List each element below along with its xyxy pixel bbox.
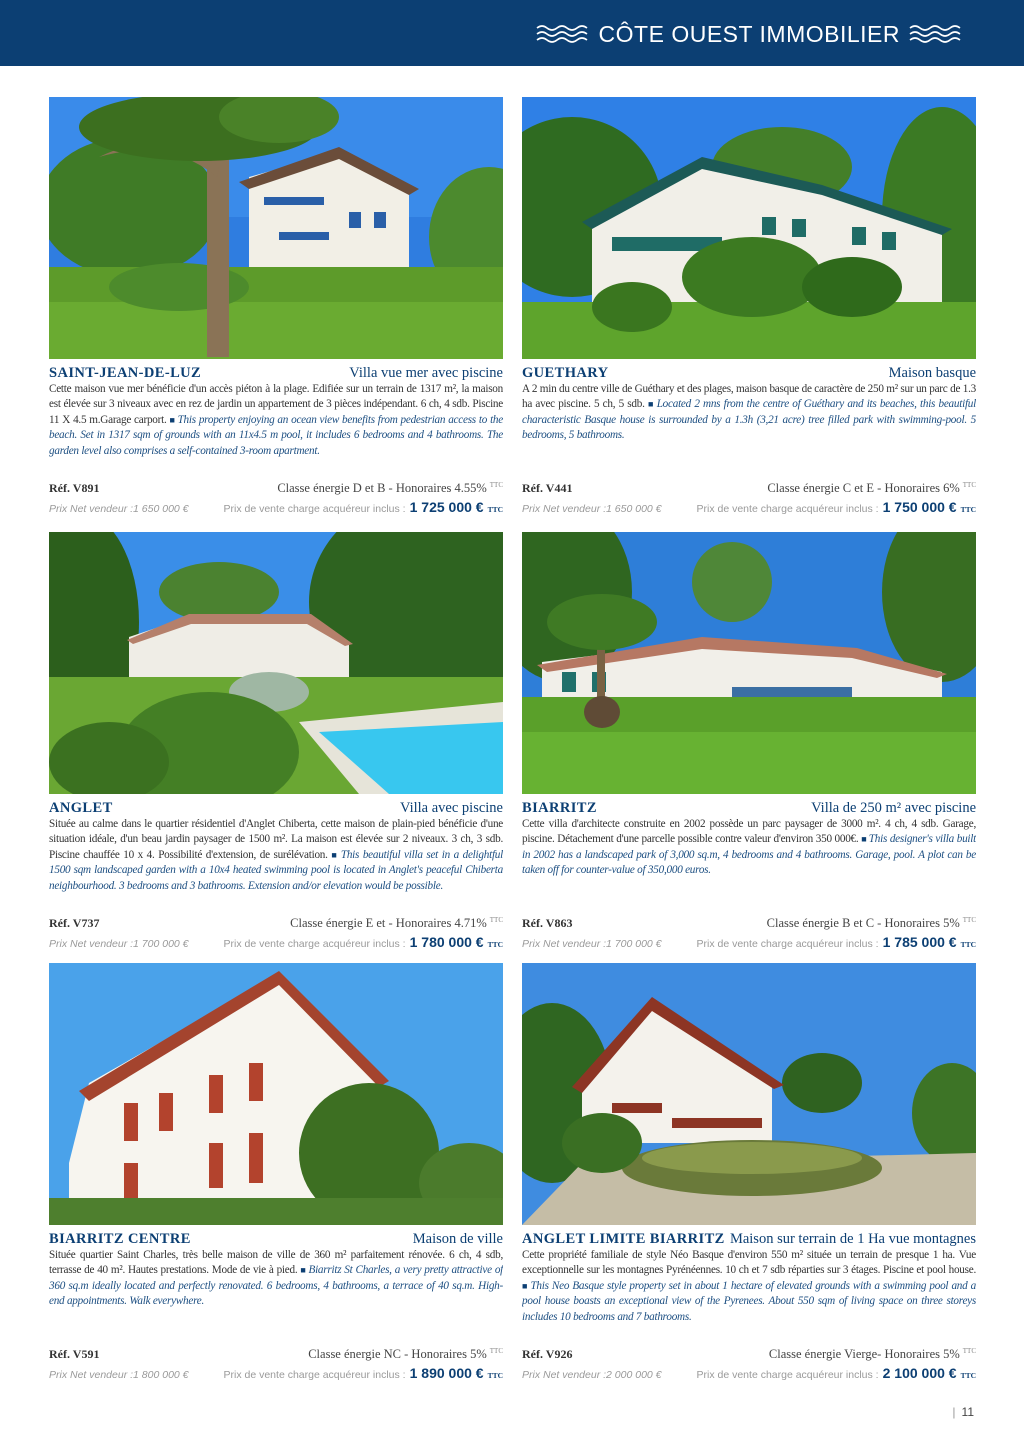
total-price-group xyxy=(224,1365,504,1381)
listing-description xyxy=(522,1248,976,1343)
divider: | xyxy=(952,1405,956,1419)
energy-label: Classe énergie Vierge- Honoraires 5% xyxy=(768,1347,960,1361)
total-price: 1 750 000 € xyxy=(882,499,957,515)
total-price-label: Prix de vente charge acquéreur inclus : xyxy=(696,503,879,515)
bullet-icon: ■ xyxy=(522,1280,531,1291)
description-en: This property enjoying an ocean view benefits from pedestrian access to the beach. Set in 1317 sqm of grounds with an 11x4.5 m pool, it includes 6 bedrooms and 4 bathrooms. The garden level also comprises a self-contained 3-room apartment. xyxy=(49,413,503,457)
description-en: Biarritz St Charles, a very pretty attractive of 360 sq.m ideally located and perfectly renovated. 6 bedrooms, 4 bathrooms, a terrace of 40 sq.m. High-end appointments. Walk everywhere. xyxy=(49,1264,503,1308)
description-en: This designer's villa built in 2002 has a landscaped park of 3,000 sq.m, 4 bedrooms and 4 bathrooms. Garage, pool. A plot can be taken off for counter-value of 350,000 euros. xyxy=(522,833,976,877)
energy-label: Classe énergie B et C - Honoraires 5% xyxy=(766,916,960,930)
waves-icon xyxy=(535,23,591,45)
description-fr: Cette villa d'architecte construite en 2002 possède un parc paysager de 3000 m². 4 ch, 4 sdb. Garage, piscine. Détachement d'une parcelle possible contre valeur d'environ 350 000€. xyxy=(522,818,976,846)
ttc-label: TTC xyxy=(487,940,503,949)
listing-type: Villa avec piscine xyxy=(399,800,503,816)
listing-reference: Réf. V891 xyxy=(49,481,100,495)
energy-label: Classe énergie C et E - Honoraires 6% xyxy=(767,481,960,495)
listing-city: BIARRITZ CENTRE xyxy=(49,1231,191,1247)
listing-type: Maison sur terrain de 1 Ha vue montagnes xyxy=(729,1231,976,1247)
header-banner xyxy=(0,0,1024,66)
listing-reference: Réf. V441 xyxy=(522,481,573,495)
bullet-icon: ■ xyxy=(331,849,341,860)
energy-fees xyxy=(767,481,976,496)
listing-city: ANGLET xyxy=(49,800,113,816)
total-price-label: Prix de vente charge acquéreur inclus : xyxy=(223,938,406,950)
description-fr: Cette maison vue mer bénéficie d'un accès piéton à la plage. Edifiée sur un terrain de 1317 m², la maison est élevée sur 3 niveaux avec en rez de jardin un appartement de 3 pièces indépendant. 6 ch, 4 sdb. Piscine 11 X 4.5 m.Garage carport. xyxy=(49,383,503,426)
ttc-label: TTC xyxy=(962,481,976,489)
ttc-label: TTC xyxy=(960,505,976,514)
ttc-label: TTC xyxy=(960,940,976,949)
total-price: 1 890 000 € xyxy=(409,1365,484,1381)
description-fr: Située quartier Saint Charles, très belle maison de ville de 360 m² parfaitement rénovée. 6 ch, 4 sdb, terrasse de 40 m². Hautes prestations. Mode de vie à pied. xyxy=(49,1249,503,1277)
total-price: 1 780 000 € xyxy=(409,934,484,950)
property-photo xyxy=(49,97,503,359)
listing-card xyxy=(522,532,976,952)
listing-card xyxy=(49,97,503,517)
total-price-label: Prix de vente charge acquéreur inclus : xyxy=(223,503,406,515)
description-fr: Cette propriété familiale de style Néo Basque d'environ 550 m² située un terrain de presque 1 ha. Vue exceptionnelle sur les montagnes Pyrénéennes. 10 ch et 7 sdb réparties sur 3 étages. Piscine et pool house. xyxy=(522,1249,976,1277)
total-price-group xyxy=(697,934,977,950)
page-number xyxy=(952,1405,974,1419)
bullet-icon: ■ xyxy=(647,399,657,410)
total-price: 1 785 000 € xyxy=(882,934,957,950)
description-en: This Neo Basque style property set in about 1 hectare of elevated grounds with a swimming pool and a pool house boasts an exceptional view of the Pyrenees. About 550 sqm of living space on three storeys includes 10 bedrooms and 7 bathrooms. xyxy=(522,1279,976,1323)
listing-description xyxy=(49,382,503,477)
net-seller-price: Prix Net vendeur :1 650 000 € xyxy=(522,503,662,515)
total-price-label: Prix de vente charge acquéreur inclus : xyxy=(696,1369,879,1381)
total-price-group xyxy=(224,934,504,950)
listing-city: ANGLET LIMITE BIARRITZ xyxy=(522,1231,725,1247)
energy-label: Classe énergie D et B - Honoraires 4.55% xyxy=(277,481,487,495)
energy-label: Classe énergie NC - Honoraires 5% xyxy=(308,1347,487,1361)
listing-city: BIARRITZ xyxy=(522,800,597,816)
energy-fees xyxy=(308,1347,503,1362)
listing-reference: Réf. V863 xyxy=(522,916,573,930)
energy-label: Classe énergie E et - Honoraires 4.71% xyxy=(290,916,487,930)
net-seller-price: Prix Net vendeur :1 700 000 € xyxy=(522,938,662,950)
listing-description xyxy=(49,817,503,912)
listing-card xyxy=(49,963,503,1383)
bullet-icon: ■ xyxy=(169,414,178,425)
ttc-label: TTC xyxy=(487,505,503,514)
listing-type: Villa de 250 m² avec piscine xyxy=(811,800,976,816)
net-seller-price: Prix Net vendeur :2 000 000 € xyxy=(522,1369,662,1381)
energy-fees xyxy=(769,1347,976,1362)
description-fr: A 2 min du centre ville de Guéthary et des plages, maison basque de caractère de 250 m² sur un parc de 1.3 ha avec piscine. 5 ch, 5 sdb. xyxy=(522,383,976,411)
listing-card xyxy=(49,532,503,952)
total-price: 1 725 000 € xyxy=(409,499,484,515)
ttc-label: TTC xyxy=(960,1371,976,1380)
ttc-label: TTC xyxy=(487,1371,503,1380)
listing-city: GUETHARY xyxy=(522,365,609,381)
total-price-group xyxy=(697,1365,977,1381)
listing-card xyxy=(522,963,976,1383)
net-seller-price: Prix Net vendeur :1 650 000 € xyxy=(49,503,189,515)
ttc-label: TTC xyxy=(962,1347,976,1355)
total-price-group xyxy=(697,499,977,515)
waves-icon xyxy=(908,23,964,45)
description-en: This beautiful villa set in a delightful 1500 sqm landscaped garden with a 10x4 heated swimming pool is located in Anglet's peaceful Chiberta neighbourhood. 3 bedrooms and 3 bathrooms. Extension and/or elevation would be possible. xyxy=(49,848,503,892)
listing-card xyxy=(522,97,976,517)
description-en: Located 2 mns from the centre of Guéthary and its beaches, this beautiful characteristic Basque house is surrounded by a 1.3h (3,21 acre) tree filled park with swimming-pool. 5 bedrooms, 5 bathrooms. xyxy=(522,398,976,442)
listing-description xyxy=(49,1248,503,1343)
page-number-value: 11 xyxy=(961,1405,974,1419)
description-fr: Située au calme dans le quartier résidentiel d'Anglet Chiberta, cette maison de plain-pied bénéficie d'une situation idéale, d'un beau jardin paysager de 1500 m². La maison est élevée sur 2 niveaux. 3 ch, 3 sdb. Piscine chauffée 10 x 4. Possibilité d'extension, de surélévation. xyxy=(49,818,503,861)
energy-fees xyxy=(290,916,503,931)
bullet-icon: ■ xyxy=(300,1265,309,1276)
total-price-group xyxy=(224,499,504,515)
ttc-label: TTC xyxy=(489,1347,503,1355)
listing-reference: Réf. V926 xyxy=(522,1347,573,1361)
property-photo xyxy=(522,963,976,1225)
brand-name: CÔTE OUEST IMMOBILIER xyxy=(598,20,900,47)
listing-reference: Réf. V591 xyxy=(49,1347,100,1361)
listing-type: Maison basque xyxy=(888,365,976,381)
property-photo xyxy=(49,532,503,794)
total-price-label: Prix de vente charge acquéreur inclus : xyxy=(223,1369,406,1381)
ttc-label: TTC xyxy=(489,916,503,924)
listing-type: Villa vue mer avec piscine xyxy=(349,365,503,381)
property-photo xyxy=(49,963,503,1225)
property-photo xyxy=(522,97,976,359)
total-price: 2 100 000 € xyxy=(882,1365,957,1381)
ttc-label: TTC xyxy=(962,916,976,924)
net-seller-price: Prix Net vendeur :1 800 000 € xyxy=(49,1369,189,1381)
listing-reference: Réf. V737 xyxy=(49,916,100,930)
total-price-label: Prix de vente charge acquéreur inclus : xyxy=(696,938,879,950)
energy-fees xyxy=(767,916,976,931)
net-seller-price: Prix Net vendeur :1 700 000 € xyxy=(49,938,189,950)
brand xyxy=(535,18,964,50)
ttc-label: TTC xyxy=(489,481,503,489)
listing-type: Maison de ville xyxy=(412,1231,503,1247)
listing-description xyxy=(522,817,976,912)
listing-description xyxy=(522,382,976,477)
listing-city: SAINT-JEAN-DE-LUZ xyxy=(49,365,202,381)
energy-fees xyxy=(277,481,503,496)
property-photo xyxy=(522,532,976,794)
bullet-icon: ■ xyxy=(861,834,869,845)
